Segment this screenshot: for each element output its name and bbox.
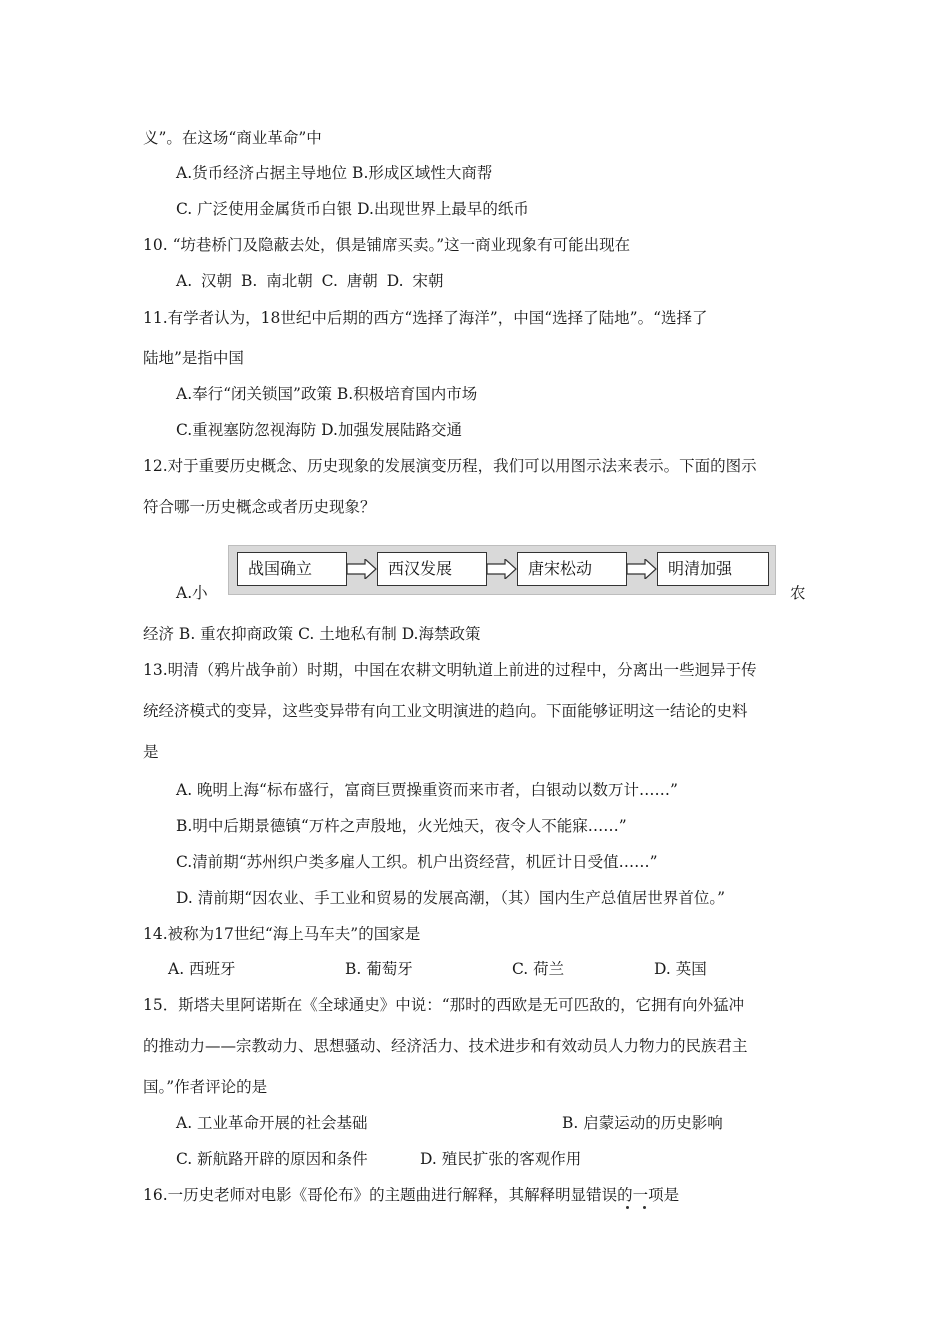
question-11: 11.有学者认为，18世纪中后期的西方“选择了海洋”，中国“选择了陆地”。“选择了	[143, 309, 708, 327]
option-a: A. 工业革命开展的社会基础	[176, 1114, 368, 1132]
text-line: 的推动力——宗教动力、思想骚动、经济活力、技术进步和有效动员人力物力的民族君主	[143, 1037, 748, 1055]
option-b: B. 启蒙运动的历史影响	[562, 1114, 723, 1132]
flow-step-3: 唐宋松动	[517, 552, 627, 586]
option-c: C. 新航路开辟的原因和条件	[176, 1150, 368, 1168]
question-14: 14.被称为17世纪“海上马车夫”的国家是	[143, 925, 421, 943]
text-line: 陆地”是指中国	[143, 349, 244, 367]
option-line: A. 汉朝 B. 南北朝 C. 唐朝 D. 宋朝	[176, 272, 444, 290]
option-d: D. 殖民扩张的客观作用	[420, 1150, 582, 1168]
question-13: 13.明清（鸦片战争前）时期，中国在农耕文明轨道上前进的过程中，分离出一些迥异于传	[143, 661, 757, 679]
option-line: B.明中后期景德镇“万杵之声殷地，火光烛天，夜令人不能寐……”	[176, 817, 627, 835]
option-b: B. 葡萄牙	[345, 960, 413, 978]
question-10: 10. “坊巷桥门及隐蔽去处，俱是铺席买卖。”这一商业现象有可能出现在	[143, 236, 631, 254]
emphasis-dot	[626, 1206, 629, 1209]
arrow-right-icon	[347, 559, 377, 579]
arrow-right-icon	[487, 559, 517, 579]
option-line: D. 清前期“因农业、手工业和贸易的发展高潮，（其）国内生产总值居世界首位。”	[176, 889, 726, 907]
question-12: 12.对于重要历史概念、历史现象的发展演变历程，我们可以用图示法来表示。下面的图示	[143, 457, 757, 475]
option-line: A.小	[176, 584, 208, 602]
text-line: 国。”作者评论的是	[143, 1078, 268, 1096]
arrow-right-icon	[627, 559, 657, 579]
text-line: 义”。在这场“商业革命”中	[143, 129, 322, 147]
option-line: C. 广泛使用金属货币白银 D.出现世界上最早的纸币	[176, 200, 529, 218]
option-a: A. 西班牙	[168, 960, 236, 978]
option-c: C. 荷兰	[512, 960, 565, 978]
text-line: 统经济模式的变异，这些变异带有向工业文明演进的趋向。下面能够证明这一结论的史料	[143, 702, 748, 720]
option-line: A.奉行“闭关锁国”政策 B.积极培育国内市场	[176, 385, 478, 403]
flow-step-2: 西汉发展	[377, 552, 487, 586]
emphasis-dot	[643, 1206, 646, 1209]
text-fragment: 农	[790, 584, 806, 602]
option-d: D. 英国	[654, 960, 707, 978]
option-line: C.重视塞防忽视海防 D.加强发展陆路交通	[176, 421, 462, 439]
flow-step-1: 战国确立	[237, 552, 347, 586]
flow-step-4: 明清加强	[657, 552, 769, 586]
option-line: A.货币经济占据主导地位 B.形成区域性大商帮	[176, 164, 493, 182]
text-line: 符合哪一历史概念或者历史现象？	[143, 498, 376, 516]
text-line: 是	[143, 743, 159, 761]
option-line: C.清前期“苏州织户类多雇人工织。机户出资经营，机匠计日受值……”	[176, 853, 658, 871]
flowchart	[228, 545, 776, 595]
question-15: 15．斯塔夫里阿诺斯在《全球通史》中说：“那时的西欧是无可匹敌的，它拥有向外猛冲	[143, 996, 745, 1014]
question-16: 16.一历史老师对电影《哥伦布》的主题曲进行解释，其解释明显错误的一项是	[143, 1186, 680, 1204]
option-line: A. 晚明上海“标布盛行，富商巨贾操重资而来市者，白银动以数万计……”	[176, 781, 678, 799]
option-line: 经济 B. 重农抑商政策 C. 土地私有制 D.海禁政策	[143, 625, 481, 643]
